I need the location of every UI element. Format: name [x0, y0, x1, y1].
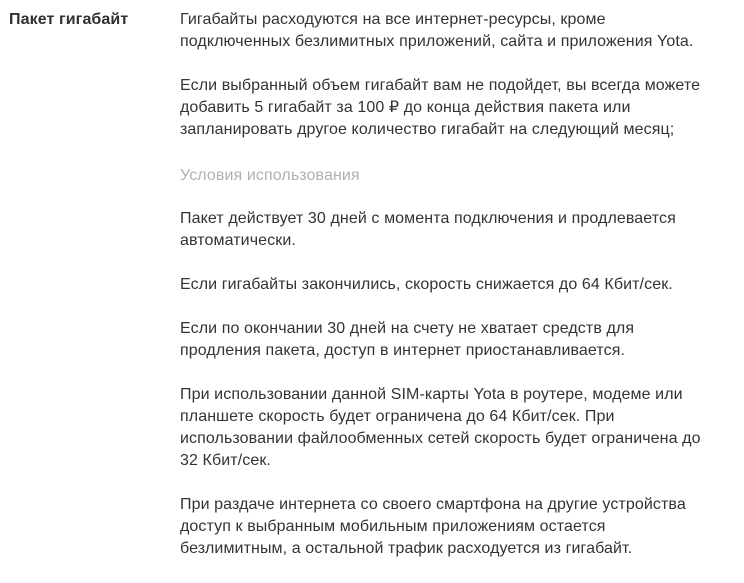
terms-paragraph: При раздаче интернета со своего смартфона на другие устройства доступ к выбранным мобильным приложениям остается безлимитным, а остальной трафик расходуется из гигабайт. [180, 496, 686, 557]
row-content [180, 9, 714, 582]
intro-paragraph: Если выбранный объем гигабайт вам не подойдет, вы всегда можете добавить 5 гигабайт за 100 ₽ до конца действия пакета или запланировать другое количество гигабайт на следующий месяц; [180, 77, 701, 138]
terms-paragraph: При использовании данной SIM-карты Yota в роутере, модеме или планшете скорость будет ограничена до 64 Кбит/сек. При использовании файлообменных сетей скорость будет ограничена до 32 Кбит/сек. [180, 386, 701, 469]
terms-paragraph: Если гигабайты закончились, скорость снижается до 64 Кбит/сек. [180, 276, 673, 293]
row-label-package-gigabytes: Пакет гигабайт [9, 11, 129, 28]
terms-paragraph: Если по окончании 30 дней на счету не хватает средств для продления пакета, доступ в интернет приостанавливается. [180, 320, 635, 359]
terms-paragraph: Пакет действует 30 дней с момента подключения и продлевается автоматически. [180, 210, 676, 249]
terms-of-use-heading: Условия использования [180, 167, 360, 184]
intro-paragraph: Гигабайты расходуются на все интернет-ресурсы, кроме подключенных безлимитных приложений, сайта и приложения Yota. [180, 11, 694, 50]
